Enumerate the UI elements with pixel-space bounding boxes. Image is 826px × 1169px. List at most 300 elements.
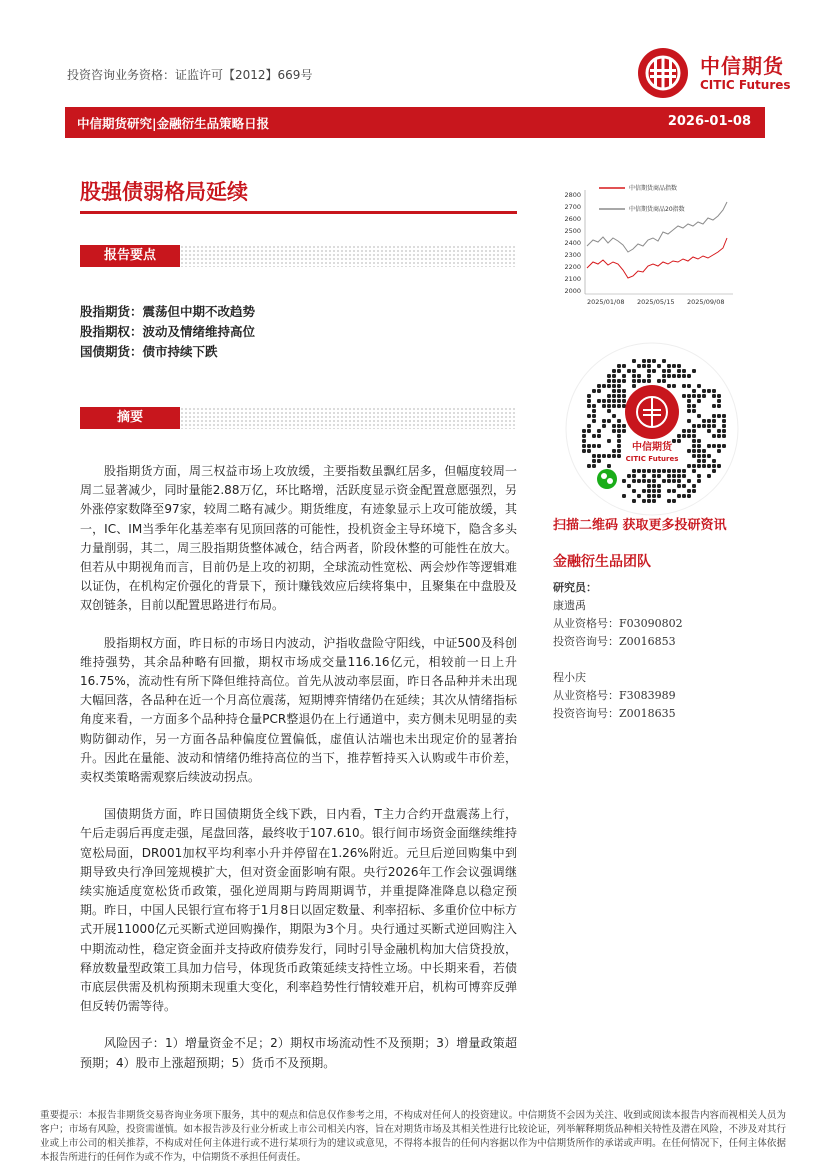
qr-module — [667, 479, 671, 483]
x-tick-label: 2025/09/08 — [687, 298, 725, 306]
qr-module — [657, 489, 661, 493]
qr-module — [607, 384, 611, 388]
qr-module — [667, 364, 671, 368]
logo-english-name: CITIC Futures — [700, 78, 791, 92]
dotted-band — [180, 407, 517, 429]
qr-module — [662, 369, 666, 373]
qr-module — [592, 454, 596, 458]
y-tick-label: 2800 — [564, 191, 581, 199]
qr-module — [707, 389, 711, 393]
y-tick-label: 2700 — [564, 203, 581, 211]
qr-module — [647, 379, 651, 383]
qr-module — [622, 394, 626, 398]
qr-module — [617, 384, 621, 388]
qr-module — [702, 449, 706, 453]
qr-module — [707, 429, 711, 433]
qr-module — [622, 389, 626, 393]
qr-module — [622, 479, 626, 483]
qr-module — [717, 399, 721, 403]
dotted-band — [180, 245, 517, 267]
qr-module — [622, 379, 626, 383]
qr-module — [587, 429, 591, 433]
qr-module — [642, 489, 646, 493]
qr-module — [657, 494, 661, 498]
qr-module — [642, 469, 646, 473]
qr-module — [617, 454, 621, 458]
qr-module — [687, 394, 691, 398]
qr-module — [617, 439, 621, 443]
qr-module — [642, 474, 646, 478]
qr-module — [602, 419, 606, 423]
qr-module — [582, 449, 586, 453]
qr-module — [722, 429, 726, 433]
qr-module — [682, 434, 686, 438]
researchers-label: 研究员： — [553, 581, 597, 594]
key-point: 国债期货：债市持续下跌 — [80, 344, 218, 359]
qr-module — [692, 394, 696, 398]
qr-module — [717, 404, 721, 408]
qr-module — [692, 434, 696, 438]
qr-logo-en: CITIC Futures — [625, 455, 679, 463]
qr-module — [687, 464, 691, 468]
qr-module — [677, 469, 681, 473]
qr-module — [702, 454, 706, 458]
qr-module — [592, 464, 596, 468]
wechat-icon — [597, 469, 617, 489]
qr-module — [627, 474, 631, 478]
key-points-label: 报告要点 — [80, 245, 180, 267]
summary-body — [80, 462, 517, 1091]
qr-module — [697, 424, 701, 428]
qr-module — [712, 419, 716, 423]
qr-module — [647, 469, 651, 473]
qr-module — [612, 374, 616, 378]
qr-module — [697, 444, 701, 448]
qr-module — [697, 449, 701, 453]
qr-module — [687, 384, 691, 388]
qr-module — [627, 484, 631, 488]
qr-module — [637, 374, 641, 378]
qr-module — [632, 489, 636, 493]
qr-module — [712, 444, 716, 448]
qr-module — [697, 474, 701, 478]
qr-module — [717, 394, 721, 398]
qr-module — [652, 494, 656, 498]
qr-module — [647, 494, 651, 498]
qr-module — [687, 419, 691, 423]
qr-module — [697, 399, 701, 403]
qr-module — [662, 469, 666, 473]
qr-module — [702, 459, 706, 463]
qr-module — [712, 434, 716, 438]
key-points-list — [80, 302, 255, 362]
qr-module — [622, 424, 626, 428]
qr-module — [582, 444, 586, 448]
qr-module — [637, 364, 641, 368]
y-tick-label: 2100 — [564, 275, 581, 283]
researcher-qualification: 从业资格号：F03090802 — [553, 617, 683, 630]
qr-module — [592, 409, 596, 413]
qr-module — [692, 464, 696, 468]
qr-module — [687, 429, 691, 433]
qr-module — [617, 364, 621, 368]
qr-module — [687, 494, 691, 498]
qr-module — [607, 374, 611, 378]
qr-module — [672, 374, 676, 378]
qr-module — [672, 474, 676, 478]
qr-module — [712, 414, 716, 418]
qr-module — [632, 374, 636, 378]
qr-module — [682, 429, 686, 433]
qr-module — [627, 369, 631, 373]
qr-module — [622, 399, 626, 403]
qr-module — [712, 464, 716, 468]
y-tick-label: 2200 — [564, 263, 581, 271]
y-tick-label: 2400 — [564, 239, 581, 247]
report-date: 2026-01-08 — [667, 114, 751, 129]
qr-module — [682, 494, 686, 498]
qr-module — [597, 454, 601, 458]
qr-module — [652, 479, 656, 483]
wechat-icon-dot — [601, 473, 607, 479]
qr-module — [612, 414, 616, 418]
y-tick-label: 2600 — [564, 215, 581, 223]
qr-module — [707, 419, 711, 423]
y-tick-label: 2000 — [564, 287, 581, 295]
qr-module — [692, 369, 696, 373]
qr-module — [667, 489, 671, 493]
qr-module — [602, 399, 606, 403]
qr-module — [642, 499, 646, 503]
qr-module — [652, 474, 656, 478]
qr-module — [662, 379, 666, 383]
qr-module — [582, 439, 586, 443]
qr-module — [692, 469, 696, 473]
qr-module — [612, 369, 616, 373]
qr-module — [647, 484, 651, 488]
researcher-consult-id: 投资咨询号：Z0016853 — [553, 635, 676, 648]
qr-module — [597, 434, 601, 438]
qr-module — [672, 439, 676, 443]
qr-module — [667, 469, 671, 473]
qr-module — [677, 434, 681, 438]
qr-module — [632, 469, 636, 473]
qr-module — [667, 499, 671, 503]
qr-module — [652, 469, 656, 473]
key-point: 股指期权：波动及情绪维持高位 — [80, 324, 256, 339]
qr-module — [692, 424, 696, 428]
qr-module — [637, 494, 641, 498]
qr-module — [617, 424, 621, 428]
qr-module — [717, 464, 721, 468]
qr-module — [667, 384, 671, 388]
report-title: 股强债弱格局延续 — [80, 180, 248, 204]
qr-module — [597, 459, 601, 463]
researcher-consult-id: 投资咨询号：Z0018635 — [553, 707, 676, 720]
qr-module — [652, 369, 656, 373]
qr-module — [607, 419, 611, 423]
qr-module — [612, 429, 616, 433]
qr-module — [687, 399, 691, 403]
qr-module — [717, 434, 721, 438]
qr-module — [662, 479, 666, 483]
qr-module — [637, 379, 641, 383]
qr-module — [682, 384, 686, 388]
qr-module — [652, 359, 656, 363]
qr-module — [617, 399, 621, 403]
qr-module — [652, 489, 656, 493]
qr-module — [607, 464, 611, 468]
qr-module — [617, 379, 621, 383]
qr-module — [632, 384, 636, 388]
wechat-icon-dot — [607, 478, 613, 484]
qr-module — [682, 484, 686, 488]
qr-module — [617, 404, 621, 408]
qr-module — [672, 489, 676, 493]
qr-module — [677, 374, 681, 378]
qr-module — [617, 369, 621, 373]
qr-module — [697, 439, 701, 443]
qr-module — [717, 429, 721, 433]
qr-module — [617, 434, 621, 438]
key-points-heading — [80, 245, 517, 267]
qr-module — [587, 399, 591, 403]
qr-module — [712, 389, 716, 393]
qr-module — [697, 464, 701, 468]
qr-module — [617, 389, 621, 393]
qr-module — [647, 479, 651, 483]
qr-module — [712, 469, 716, 473]
qr-module — [592, 459, 596, 463]
qr-module — [672, 479, 676, 483]
qr-module — [692, 489, 696, 493]
qr-module — [607, 454, 611, 458]
qr-module — [702, 464, 706, 468]
qr-module — [587, 444, 591, 448]
qr-module — [677, 494, 681, 498]
qr-module — [592, 414, 596, 418]
legend-label-series1: 中信期货商品指数 — [629, 185, 678, 192]
qr-module — [632, 474, 636, 478]
qr-module — [692, 454, 696, 458]
qr-module — [592, 404, 596, 408]
qr-module — [712, 394, 716, 398]
qr-module — [717, 414, 721, 418]
qr-module — [662, 359, 666, 363]
qr-module — [617, 394, 621, 398]
citic-logo-icon — [636, 46, 690, 100]
qr-module — [667, 369, 671, 373]
qr-module — [702, 419, 706, 423]
qr-module — [617, 429, 621, 433]
qr-module — [672, 384, 676, 388]
qr-module — [677, 439, 681, 443]
qr-module — [717, 444, 721, 448]
qr-module — [697, 394, 701, 398]
logo-chinese-name: 中信期货 — [700, 54, 784, 78]
qr-module — [597, 389, 601, 393]
qr-module — [597, 384, 601, 388]
qr-module — [607, 399, 611, 403]
qr-module — [657, 379, 661, 383]
qr-module — [607, 409, 611, 413]
qr-module — [722, 434, 726, 438]
qr-module — [702, 389, 706, 393]
qr-module — [657, 364, 661, 368]
qr-module — [632, 369, 636, 373]
qr-module — [692, 444, 696, 448]
qr-module — [697, 479, 701, 483]
disclaimer: 重要提示：本报告非期货交易咨询业务项下服务，其中的观点和信息仅作参考之用，不构成对任何人的投资建议。中信期货不会因为关注、收到或阅读本报告内容而视相关人员为客户；市场有风险，投资需谨慎。如本报告涉及行业分析或上市公司相关内容，旨在对期货市场及其相关性进行比较论证，列举解释期货品种相关特性及潜在风险，不涉及对其行业或上市公司的相关推荐，不构成对任何主体进行或不进行某项行为的建议或意见，不得将本报告的任何内容据以作为中信期货所作的承诺或声明。在任何情况下，任何主体依据本报告所进行的任何作为或不作为，中信期货不承担任何责任。 — [40, 1110, 786, 1163]
qr-module — [687, 404, 691, 408]
qr-module — [612, 394, 616, 398]
qr-module — [697, 384, 701, 388]
qr-module — [662, 374, 666, 378]
company-logo — [636, 46, 806, 102]
qr-module — [692, 439, 696, 443]
qr-module — [682, 469, 686, 473]
qr-module — [587, 394, 591, 398]
qr-module — [677, 369, 681, 373]
qr-module — [667, 474, 671, 478]
qr-caption: 扫描二维码 获取更多投研资讯 — [553, 518, 727, 533]
qr-module — [712, 459, 716, 463]
qr-module — [617, 449, 621, 453]
qr-module — [707, 474, 711, 478]
qr-module — [722, 414, 726, 418]
qr-module — [697, 459, 701, 463]
qr-module — [612, 449, 616, 453]
qr-module — [672, 499, 676, 503]
qr-logo-bar — [651, 398, 653, 426]
qr-module — [657, 474, 661, 478]
title-underline — [80, 211, 517, 214]
qr-module — [587, 414, 591, 418]
qr-module — [587, 449, 591, 453]
qr-module — [677, 364, 681, 368]
x-tick-label: 2025/01/08 — [587, 298, 625, 306]
qr-module — [592, 444, 596, 448]
qr-module — [607, 379, 611, 383]
qr-module — [677, 479, 681, 483]
qr-module — [677, 474, 681, 478]
qr-module — [632, 359, 636, 363]
qr-module — [587, 424, 591, 428]
team-title: 金融衍生品团队 — [553, 554, 651, 570]
qr-module — [647, 364, 651, 368]
qr-module — [707, 424, 711, 428]
researcher-qualification: 从业资格号：F3083989 — [553, 689, 676, 702]
qr-code[interactable] — [563, 340, 741, 518]
qr-module — [632, 479, 636, 483]
summary-paragraph-stock-futures: 股指期货方面，周三权益市场上攻放缓，主要指数虽飘红居多，但幅度较周一周二显著减少，同时量能2.88万亿，环比略增，活跃度显示资金配置意愿强烈，另外涨停家数降至97家，较周二略有减少。期货维度，有迹象显示上攻可能放缓，其一，IC、IM当季年化基差率有见顶回落的可能性，投机资金主导环境下，隐含多头力量削弱，其二，周三股指期货整体减仓，结合两者，阶段休整的可能性在放大。但若从中期视角而言，目前仍是上攻的初期，全球流动性宽松、两会炒作等逻辑难以证伪，在机构定价强化的背景下，预计赚钱效应后续将集中，且聚集在中盘股及双创链条，目前以配置思路进行布局。 — [80, 464, 517, 613]
qr-module — [647, 359, 651, 363]
qr-module — [622, 374, 626, 378]
qr-module — [687, 449, 691, 453]
qr-module — [612, 424, 616, 428]
qr-module — [682, 474, 686, 478]
qr-module — [682, 374, 686, 378]
qr-module — [707, 444, 711, 448]
qr-module — [607, 394, 611, 398]
qr-module — [642, 379, 646, 383]
qr-module — [612, 404, 616, 408]
qr-module — [632, 499, 636, 503]
qr-module — [622, 429, 626, 433]
qr-module — [692, 484, 696, 488]
qr-module — [642, 364, 646, 368]
qr-module — [612, 389, 616, 393]
summary-paragraph-bond-futures: 国债期货方面，昨日国债期货全线下跌，日内看，T主力合约开盘震荡上行，午后走弱后再度走强，尾盘回落，最终收于107.610。银行间市场资金面继续维持宽松局面，DR001加权平均利率小升并停留在1.26%附近。元旦后逆回购集中到期导致央行净回笼规模扩大，但对资金面影响有限。央行2026年工作会议强调继续实施适度宽松货币政策，强化逆周期与跨周期调节，并重提降准降息以稳定预期。昨日，中国人民银行宣布将于1月8日以固定数量、利率招标、多重价位中标方式开展11000亿元买断式逆回购操作，期限为3个月。央行通过买断式逆回购注入中期流动性，稳定资金面并支持政府债券发行，同时引导金融机构加大信贷投放，释放数量型政策工具加力信号，体现货币政策延续支持性立场。中长期来看，若债市底层供需及机构预期未现重大变化，利率趋势性行情较难开启，机构可博弈反弹但反转仍需等待。 — [80, 807, 517, 1014]
qr-module — [582, 434, 586, 438]
qr-module — [592, 419, 596, 423]
y-tick-label: 2500 — [564, 227, 581, 235]
qr-module — [692, 404, 696, 408]
qr-module — [582, 429, 586, 433]
qr-module — [647, 369, 651, 373]
qr-module — [602, 424, 606, 428]
qr-module — [602, 384, 606, 388]
qr-module — [692, 389, 696, 393]
qr-module — [647, 499, 651, 503]
qr-module — [712, 404, 716, 408]
qr-module — [602, 454, 606, 458]
qr-module — [667, 374, 671, 378]
qr-module — [622, 364, 626, 368]
qr-module — [707, 454, 711, 458]
summary-paragraph-risk-factors: 风险因子：1）增量资金不足；2）期权市场流动性不及预期；3）增量政策超预期；4）股市上涨超预期；5）货币不及预期。 — [80, 1036, 517, 1070]
qr-module — [722, 444, 726, 448]
qr-module — [642, 479, 646, 483]
report-header-bar — [65, 107, 765, 138]
qr-module — [597, 429, 601, 433]
qr-module — [612, 384, 616, 388]
qr-module — [607, 439, 611, 443]
qr-module — [682, 394, 686, 398]
researcher-name: 康遗禹 — [553, 599, 586, 612]
researcher-card — [553, 597, 683, 651]
y-tick-label: 2300 — [564, 251, 581, 259]
qr-module — [607, 404, 611, 408]
qr-module — [717, 449, 721, 453]
qr-module — [722, 424, 726, 428]
qr-module — [642, 359, 646, 363]
commodity-index-chart — [553, 180, 753, 315]
qr-module — [692, 429, 696, 433]
qr-module — [612, 454, 616, 458]
qr-module — [672, 469, 676, 473]
qr-module — [702, 424, 706, 428]
researcher-name: 程小庆 — [553, 671, 586, 684]
qr-module — [587, 404, 591, 408]
qr-module — [687, 409, 691, 413]
qr-module — [672, 364, 676, 368]
qr-module — [687, 479, 691, 483]
qr-module — [687, 434, 691, 438]
qr-module — [707, 464, 711, 468]
qr-module — [712, 424, 716, 428]
qr-module — [612, 379, 616, 383]
qr-module — [722, 419, 726, 423]
qr-module — [612, 399, 616, 403]
x-tick-label: 2025/05/15 — [637, 298, 675, 306]
qr-module — [692, 409, 696, 413]
qr-module — [682, 369, 686, 373]
license-text: 投资咨询业务资格：证监许可【2012】669号 — [67, 68, 313, 82]
qr-module — [687, 489, 691, 493]
qr-module — [692, 449, 696, 453]
qr-module — [647, 374, 651, 378]
